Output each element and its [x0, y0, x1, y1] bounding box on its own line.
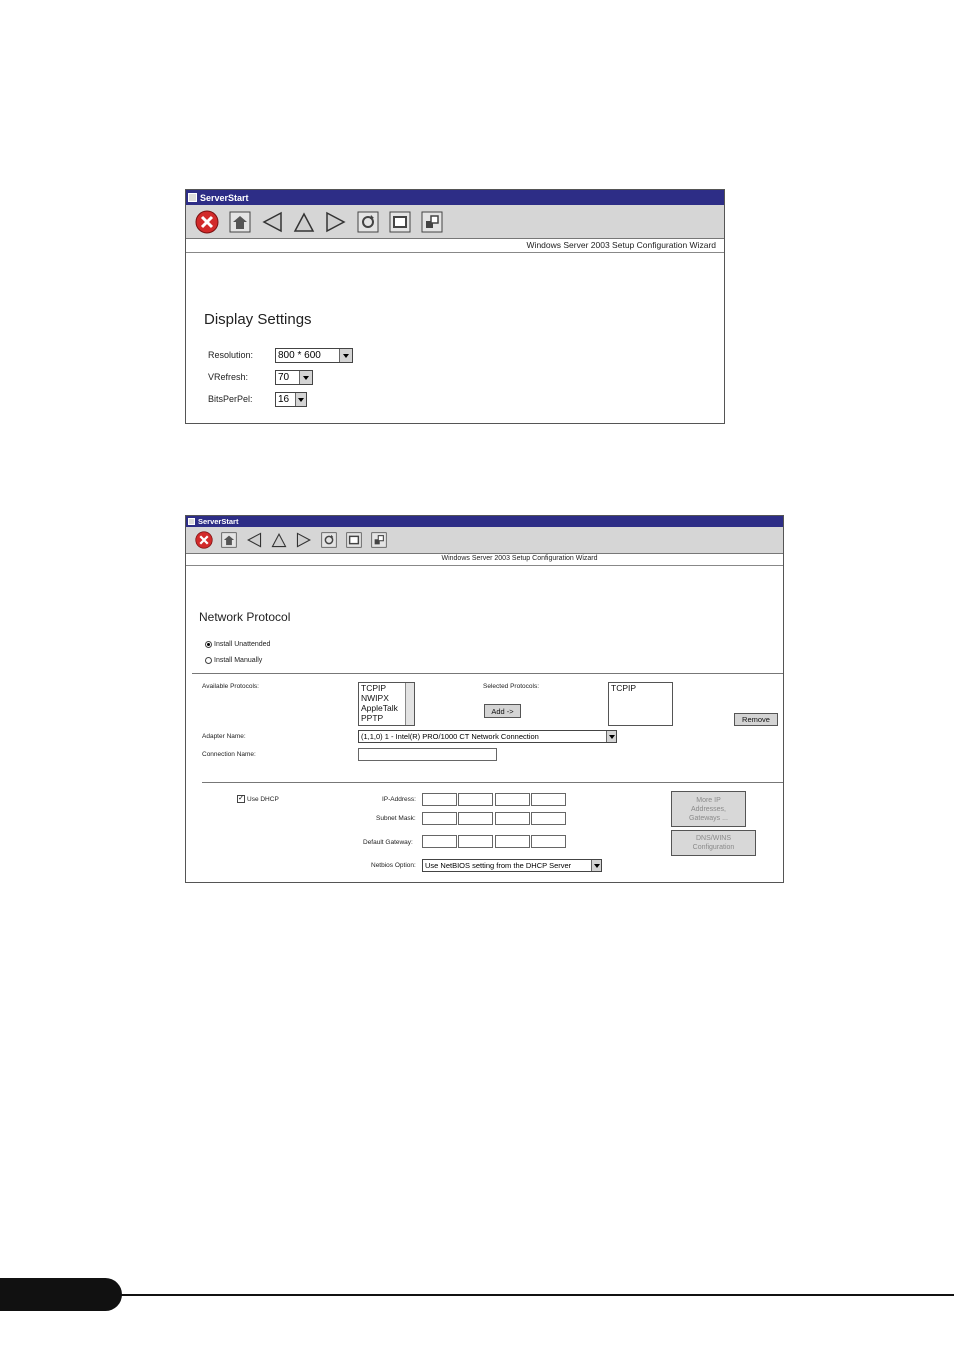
back-arrow-icon[interactable]	[260, 210, 284, 234]
chevron-down-icon[interactable]	[339, 349, 352, 362]
chevron-down-icon[interactable]	[606, 731, 616, 742]
use-dhcp-label: Use DHCP	[247, 796, 279, 803]
divider	[192, 673, 783, 674]
list-item[interactable]: NWIPX	[361, 693, 389, 703]
adapter-name-label: Adapter Name:	[202, 733, 246, 740]
scrollbar[interactable]	[405, 683, 414, 725]
up-arrow-icon[interactable]	[292, 210, 316, 234]
back-arrow-icon[interactable]	[245, 531, 263, 549]
page-title: Display Settings	[204, 311, 312, 328]
toolbar	[186, 527, 783, 554]
bits-per-pel-select[interactable]	[275, 392, 307, 407]
ip-octet-2[interactable]	[458, 793, 493, 806]
ip-octet-1[interactable]	[422, 793, 457, 806]
list-item[interactable]: PPTP	[361, 713, 384, 723]
page-title: Network Protocol	[199, 610, 291, 624]
resolution-select[interactable]	[275, 348, 353, 363]
wizard-caption: Windows Server 2003 Setup Configuration Wizard	[186, 554, 783, 566]
footer-rule	[0, 1294, 954, 1296]
title-bar	[186, 190, 724, 205]
vrefresh-value: 70	[278, 372, 290, 383]
gateway-octet-4[interactable]	[531, 835, 566, 848]
network-protocol-window	[185, 515, 784, 883]
toolbar	[186, 205, 724, 239]
gateway-octet-2[interactable]	[458, 835, 493, 848]
subnet-octet-2[interactable]	[458, 812, 493, 825]
ip-address-label: IP-Address:	[382, 796, 416, 803]
home-icon[interactable]	[228, 210, 252, 234]
up-arrow-icon[interactable]	[270, 531, 288, 549]
subnet-octet-4[interactable]	[531, 812, 566, 825]
netbios-option-select[interactable]	[422, 859, 602, 872]
minimize-window-icon[interactable]	[388, 210, 412, 234]
forward-arrow-icon[interactable]	[324, 210, 348, 234]
add-protocol-button[interactable]: Add ->	[484, 704, 521, 718]
window-title: ServerStart	[198, 517, 239, 526]
list-item[interactable]: AppleTalk	[361, 703, 398, 713]
wizard-caption: Windows Server 2003 Setup Configuration Wizard	[186, 239, 724, 253]
selected-protocols-list[interactable]	[608, 682, 673, 726]
resolution-value: 800 * 600	[278, 350, 321, 361]
chevron-down-icon[interactable]	[591, 860, 601, 871]
vrefresh-label: VRefresh:	[208, 372, 249, 382]
connection-name-label: Connection Name:	[202, 751, 256, 758]
minimize-window-icon[interactable]	[345, 531, 363, 549]
refresh-icon[interactable]	[320, 531, 338, 549]
close-icon[interactable]	[194, 209, 220, 235]
bits-per-pel-label: BitsPerPel:	[208, 394, 253, 404]
install-manually-radio[interactable]	[205, 657, 212, 664]
selected-protocols-label: Selected Protocols:	[483, 683, 540, 690]
vrefresh-select[interactable]	[275, 370, 313, 385]
subnet-mask-label: Subnet Mask:	[376, 815, 416, 822]
list-item[interactable]: TCPIP	[611, 683, 637, 693]
install-unattended-radio[interactable]	[205, 641, 212, 648]
adapter-name-select[interactable]	[358, 730, 617, 743]
bits-per-pel-value: 16	[278, 394, 290, 405]
more-ip-addresses-button[interactable]: More IP Addresses, Gateways ...	[671, 791, 746, 827]
ip-octet-3[interactable]	[495, 793, 530, 806]
available-protocols-label: Available Protocols:	[202, 683, 259, 690]
home-icon[interactable]	[220, 531, 238, 549]
netbios-option-label: Netbios Option:	[371, 862, 416, 869]
chevron-down-icon[interactable]	[299, 371, 312, 384]
close-icon[interactable]	[194, 531, 213, 550]
install-unattended-label: Install Unattended	[214, 641, 271, 648]
app-icon	[188, 518, 195, 525]
install-manually-label: Install Manually	[214, 657, 263, 664]
restore-window-icon[interactable]	[420, 210, 444, 234]
use-dhcp-checkbox[interactable]: ✓	[238, 795, 244, 802]
netbios-option-value: Use NetBIOS setting from the DHCP Server	[425, 861, 572, 870]
resolution-label: Resolution:	[208, 350, 254, 360]
subnet-octet-3[interactable]	[495, 812, 530, 825]
forward-arrow-icon[interactable]	[295, 531, 313, 549]
chevron-down-icon[interactable]	[295, 393, 306, 406]
default-gateway-label: Default Gateway:	[363, 839, 413, 846]
gateway-octet-1[interactable]	[422, 835, 457, 848]
connection-name-input[interactable]	[358, 748, 497, 761]
footer-page-tab	[0, 1278, 122, 1311]
subnet-octet-1[interactable]	[422, 812, 457, 825]
available-protocols-list[interactable]	[358, 682, 415, 726]
list-item[interactable]: TCPIP	[361, 683, 387, 693]
display-settings-window	[185, 189, 725, 424]
window-title: ServerStart	[200, 192, 249, 203]
remove-protocol-button[interactable]: Remove	[734, 713, 778, 726]
dns-wins-configuration-button[interactable]: DNS/WINS Configuration	[671, 830, 756, 856]
title-bar	[186, 516, 783, 527]
divider	[202, 782, 783, 783]
refresh-icon[interactable]	[356, 210, 380, 234]
app-icon	[188, 193, 197, 202]
restore-window-icon[interactable]	[370, 531, 388, 549]
ip-octet-4[interactable]	[531, 793, 566, 806]
gateway-octet-3[interactable]	[495, 835, 530, 848]
adapter-name-value: (1,1,0) 1 - Intel(R) PRO/1000 CT Network Connection	[361, 732, 539, 741]
